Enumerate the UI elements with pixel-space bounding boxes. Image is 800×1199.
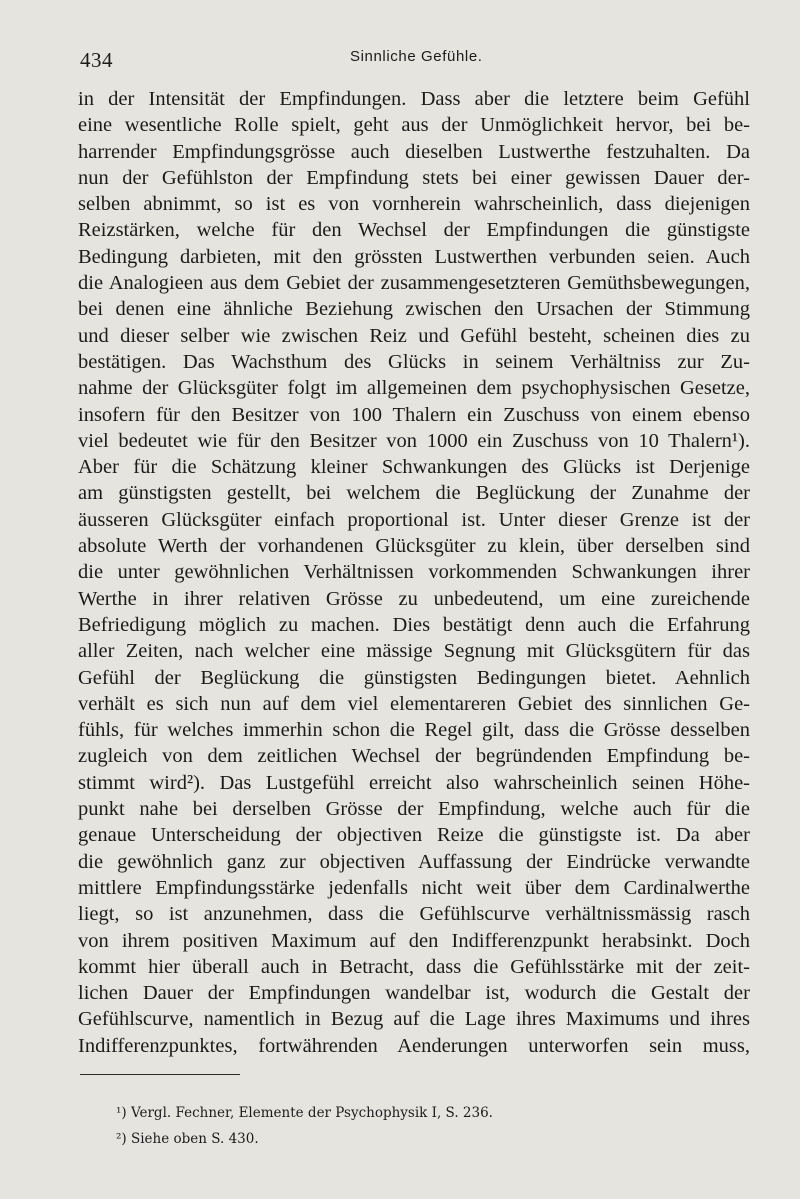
text-line: lichen Dauer der Empfindungen wandelbar ist, wodurch die Gestalt der [78,982,750,1005]
text-line: in der Intensität der Empfindungen. Dass aber die letztere beim Gefühl [78,88,750,110]
text-line: am günstigsten gestellt, bei welchem die Beglückung der Zunahme der [78,482,750,505]
footnotes [116,1100,676,1152]
text-line: punkt nahe bei derselben Grösse der Empfindung, welche auch für die [78,798,750,821]
text-line: genaue Unterscheidung der objectiven Reize die günstigste ist. Da aber [78,824,750,847]
text-line: die unter gewöhnlichen Verhältnissen vorkommenden Schwankungen ihrer [78,561,750,584]
text-line: fühls, für welches immerhin schon die Regel gilt, dass die Grösse desselben [78,719,750,742]
text-line: selben abnimmt, so ist es von vornherein wahrscheinlich, dass diejenigen [78,193,750,216]
text-line: mittlere Empfindungsstärke jedenfalls nicht weit über dem Cardinalwerthe [78,876,750,899]
text-line: Reizstärken, welche für den Wechsel der Empfindungen die günstigste [78,219,750,242]
text-line: insofern für den Besitzer von 100 Thalern ein Zuschuss von einem ebenso [78,403,750,426]
text-line: äusseren Glücksgüter einfach proportional ist. Unter dieser Grenze ist der [78,508,750,531]
text-line: stimmt wird²). Das Lustgefühl erreicht also wahrscheinlich seinen Höhe- [78,771,750,794]
text-line: die gewöhnlich ganz zur objectiven Auffassung der Eindrücke verwandte [78,850,750,873]
text-line: von ihrem positiven Maximum auf den Indifferenzpunkt herabsinkt. Doch [78,929,750,952]
text-line: nahme der Glücksgüter folgt im allgemeinen dem psychophysischen Gesetze, [78,377,750,400]
text-line: zugleich von dem zeitlichen Wechsel der begründenden Empfindung be- [78,745,750,768]
text-line: bestätigen. Das Wachsthum des Glücks in seinem Verhältniss zur Zu- [78,350,750,373]
text-line: viel bedeutet wie für den Besitzer von 1000 ein Zuschuss von 10 Thalern¹). [78,429,750,452]
text-line: nun der Gefühlston der Empfindung stets bei einer gewissen Dauer der- [78,166,750,189]
body-text [78,86,750,1059]
text-line: liegt, so ist anzunehmen, dass die Gefühlscurve verhältnissmässig rasch [78,903,750,926]
text-line: absolute Werth der vorhandenen Glücksgüter zu klein, über derselben sind [78,535,750,558]
footnote-1: ¹) Vergl. Fechner, Elemente der Psychophysik I, S. 236. [116,1105,493,1121]
text-line: bei denen eine ähnliche Beziehung zwischen den Ursachen der Stimmung [78,298,750,321]
text-line: Gefühlscurve, namentlich in Bezug auf die Lage ihres Maximums und ihres [78,1008,750,1031]
text-line: die Analogieen aus dem Gebiet der zusammengesetzteren Gemüthsbewegungen, [78,272,750,295]
page-number: 434 [80,48,113,72]
text-line: Bedingung darbieten, mit den grössten Lustwerthen verbunden seien. Auch [78,245,750,268]
text-line: Gefühl der Beglückung die günstigsten Bedingungen bietet. Aehnlich [78,666,750,689]
text-line: Werthe in ihrer relativen Grösse zu unbedeutend, um eine zureichende [78,587,750,610]
text-line: Befriedigung möglich zu machen. Dies bestätigt denn auch die Erfahrung [78,613,750,636]
text-line: und dieser selber wie zwischen Reiz und Gefühl besteht, scheinen dies zu [78,324,750,347]
text-line: harrender Empfindungsgrösse auch dieselben Lustwerthe festzuhalten. Da [78,140,750,163]
footnote-2: ²) Siehe oben S. 430. [116,1131,259,1147]
text-line: aller Zeiten, nach welcher eine mässige Segnung mit Glücksgütern für das [78,640,750,663]
page-header [80,42,750,72]
text-line: kommt hier überall auch in Betracht, dass die Gefühlsstärke mit der zeit- [78,955,750,978]
text-line: eine wesentliche Rolle spielt, geht aus der Unmöglichkeit hervor, bei be- [78,114,750,137]
running-head: Sinnliche Gefühle. [350,48,483,65]
text-line: Aber für die Schätzung kleiner Schwankungen des Glücks ist Derjenige [78,456,750,479]
text-line: verhält es sich nun auf dem viel elementareren Gebiet des sinnlichen Ge- [78,692,750,715]
text-line: Indifferenzpunktes, fortwährenden Aenderungen unterworfen sein muss, [78,1034,750,1057]
footnote-divider [80,1074,240,1075]
